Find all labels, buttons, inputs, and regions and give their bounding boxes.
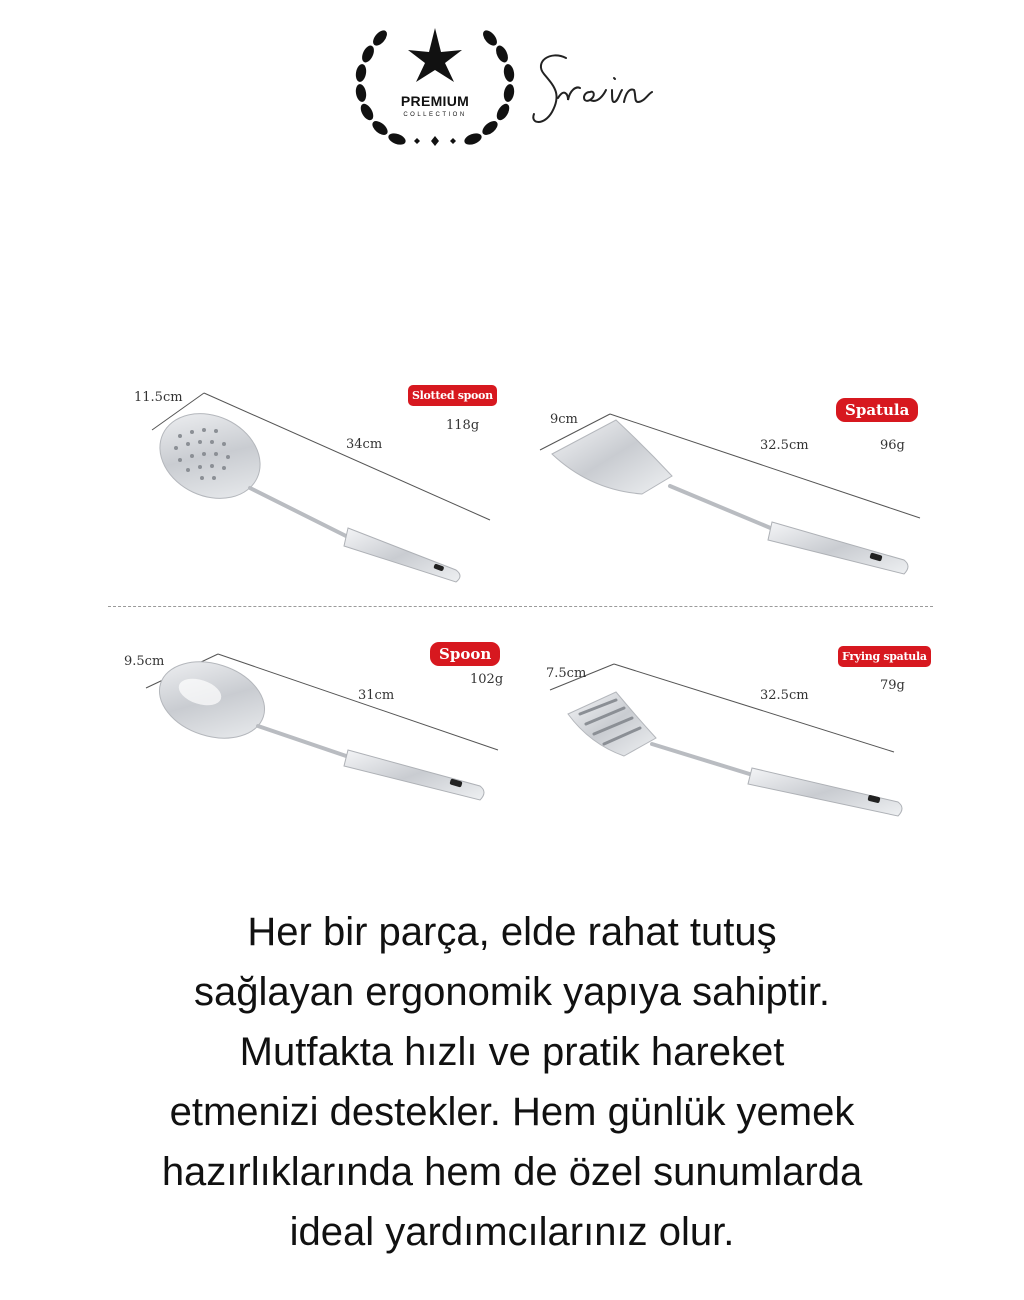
signature-icon [528,48,678,138]
description-line: sağlayan ergonomik yapıya sahiptir. [194,970,830,1014]
spoon-icon [100,640,520,850]
spoon-badge: Spoon [430,642,500,666]
frying-spatula-width-label: 7.5cm [546,666,587,681]
laurel-star-icon [350,20,520,155]
product-grid [100,370,940,840]
description-line: Her bir parça, elde rahat tutuş [247,910,777,954]
product-frying-spatula [520,640,927,850]
product-spatula [520,390,920,600]
slotted-spoon-length-label: 34cm [346,437,383,452]
description-line: ideal yardımcılarınız olur. [289,1210,735,1254]
description-line: hazırlıklarında hem de özel sunumlarda [161,1150,863,1194]
spoon-length-label: 31cm [358,688,395,703]
description-line: etmenizi destekler. Hem günlük yemek [169,1090,855,1134]
spatula-weight: 96g [880,438,905,453]
slotted-spoon-weight: 118g [446,418,480,433]
spatula-length-label: 32.5cm [760,438,809,453]
section-divider [108,606,933,607]
seal-premium-text: PREMIUM [400,93,470,109]
frying-spatula-badge: Frying spatula [838,646,931,667]
premium-seal-logo [350,20,520,155]
slotted-spoon-width-label: 11.5cm [134,390,183,405]
slotted-spoon-badge: Slotted spoon [408,385,497,406]
product-spoon [100,640,504,850]
spoon-width-label: 9.5cm [124,654,165,669]
seal-collection-text: COLLECTION [403,112,467,118]
spatula-width-label: 9cm [550,412,578,427]
brand-header [0,0,1024,170]
spoon-weight: 102g [470,672,504,687]
spatula-badge: Spatula [836,398,918,422]
description-text [60,902,964,1262]
description-line: Mutfakta hızlı ve pratik hareket [239,1030,785,1074]
svein-signature-logo [528,48,678,138]
frying-spatula-length-label: 32.5cm [760,688,809,703]
frying-spatula-weight: 79g [880,678,905,693]
product-slotted-spoon [100,370,500,580]
